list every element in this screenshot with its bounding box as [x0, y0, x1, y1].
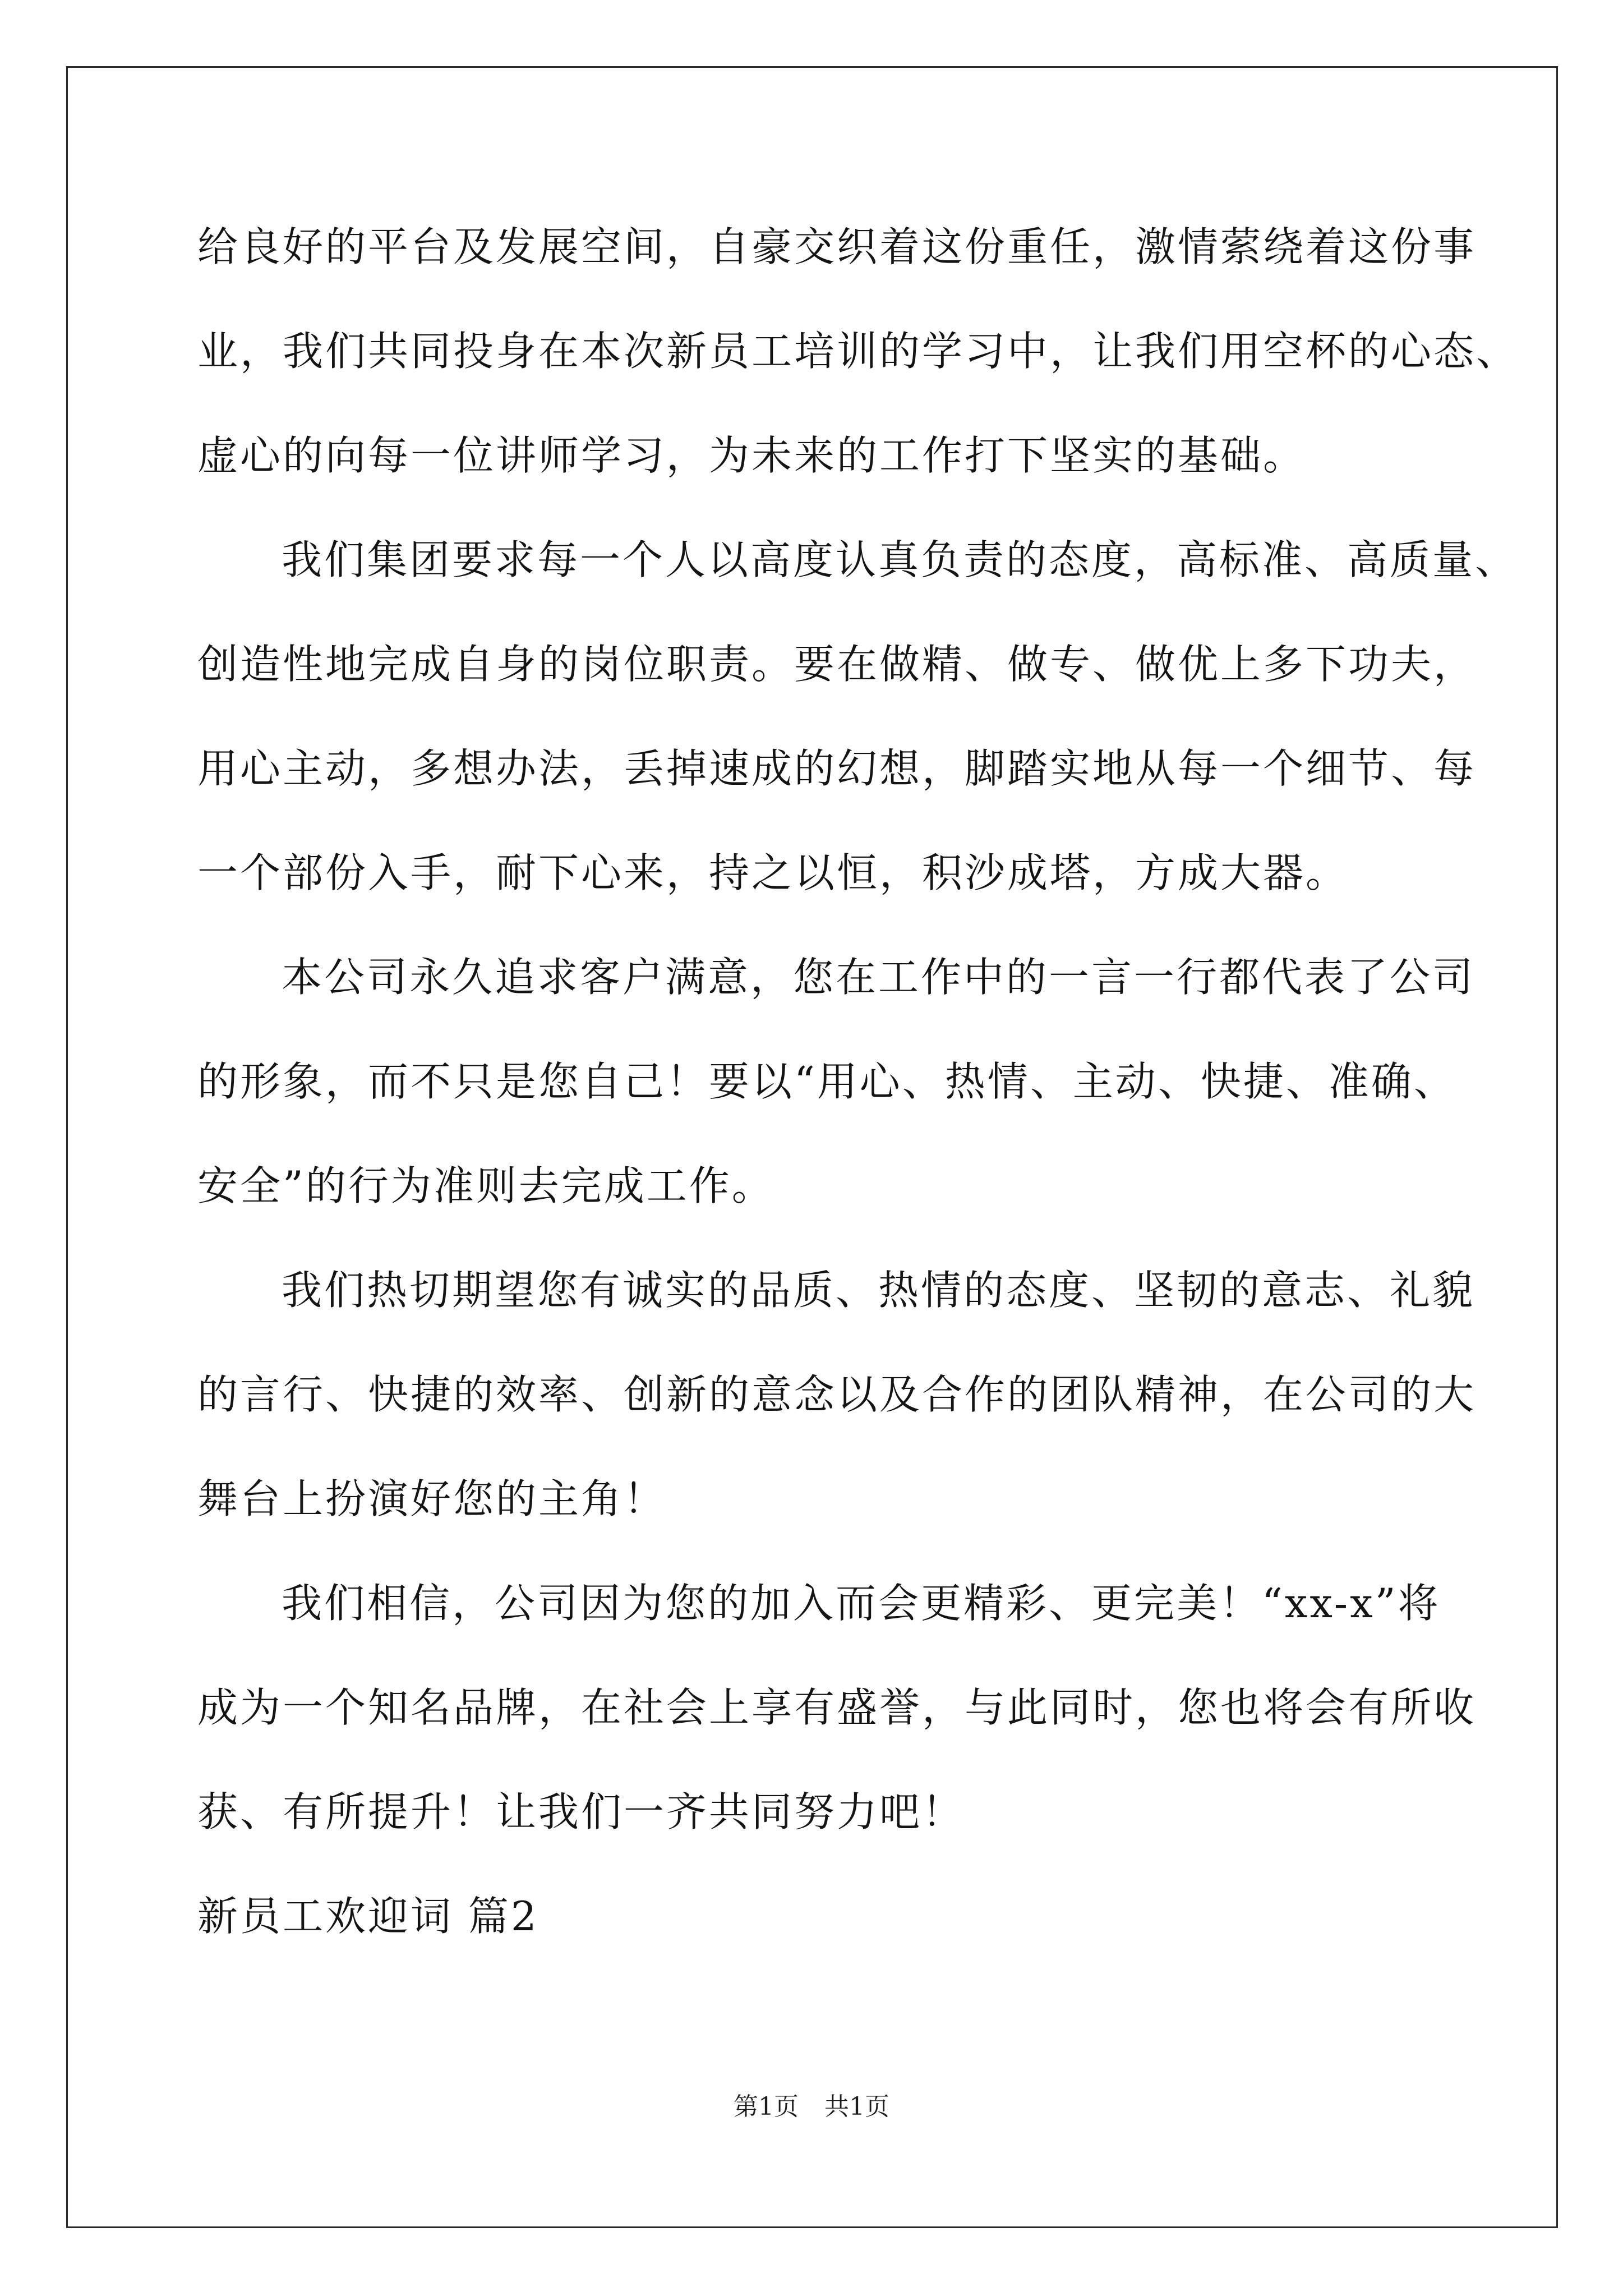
paragraph-line: 虚心的向每一位讲师学习，为未来的工作打下坚实的基础。 [197, 432, 1306, 479]
paragraph-line: 我们热切期望您有诚实的品质、热情的态度、坚韧的意志、礼貌 [282, 1267, 1476, 1314]
paragraph [197, 1580, 1477, 1893]
paragraph-line: 的形象，而不只是您自己！要以“用心、热情、主动、快捷、准确、 [197, 1058, 1456, 1105]
paragraph-line: 给良好的平台及发展空间，自豪交织着这份重任，激情萦绕着这份事 [197, 223, 1477, 270]
paragraph-line: 一个部份入手，耐下心来，持之以恒，积沙成塔，方成大器。 [197, 849, 1349, 896]
paragraph [197, 223, 1519, 536]
page-footer [0, 2091, 1623, 2123]
paragraph [197, 954, 1476, 1267]
paragraph-line: 我们集团要求每一个人以高度认真负责的态度，高标准、高质量、 [282, 536, 1518, 583]
section-heading: 新员工欢迎词 篇2 [197, 1893, 539, 1940]
paragraph-line: 成为一个知名品牌，在社会上享有盛誉，与此同时，您也将会有所收 [197, 1684, 1477, 1731]
paragraph-line: 创造性地完成自身的岗位职责。要在做精、做专、做优上多下功夫， [197, 641, 1477, 688]
paragraph-line: 业，我们共同投身在本次新员工培训的学习中，让我们用空杯的心态、 [197, 328, 1519, 375]
document-body [197, 223, 1519, 1997]
paragraph [197, 1267, 1477, 1580]
page-total: 共1页 [824, 2092, 889, 2121]
paragraph-line: 用心主动，多想办法，丢掉速成的幻想，脚踏实地从每一个细节、每 [197, 745, 1477, 792]
paragraph-line: 安全”的行为准则去完成工作。 [197, 1162, 774, 1209]
paragraph-line: 本公司永久追求客户满意，您在工作中的一言一行都代表了公司 [282, 954, 1476, 1001]
paragraph [197, 536, 1518, 954]
paragraph-line: 舞台上扮演好您的主角！ [197, 1475, 667, 1522]
paragraph-line: 获、有所提升！让我们一齐共同努力吧！ [197, 1788, 965, 1835]
page-number: 第1页 [734, 2092, 799, 2121]
paragraph-line: 的言行、快捷的效率、创新的意念以及合作的团队精神，在公司的大 [197, 1371, 1477, 1418]
paragraph-line: 我们相信，公司因为您的加入而会更精彩、更完美！“xx-x”将 [282, 1580, 1441, 1627]
